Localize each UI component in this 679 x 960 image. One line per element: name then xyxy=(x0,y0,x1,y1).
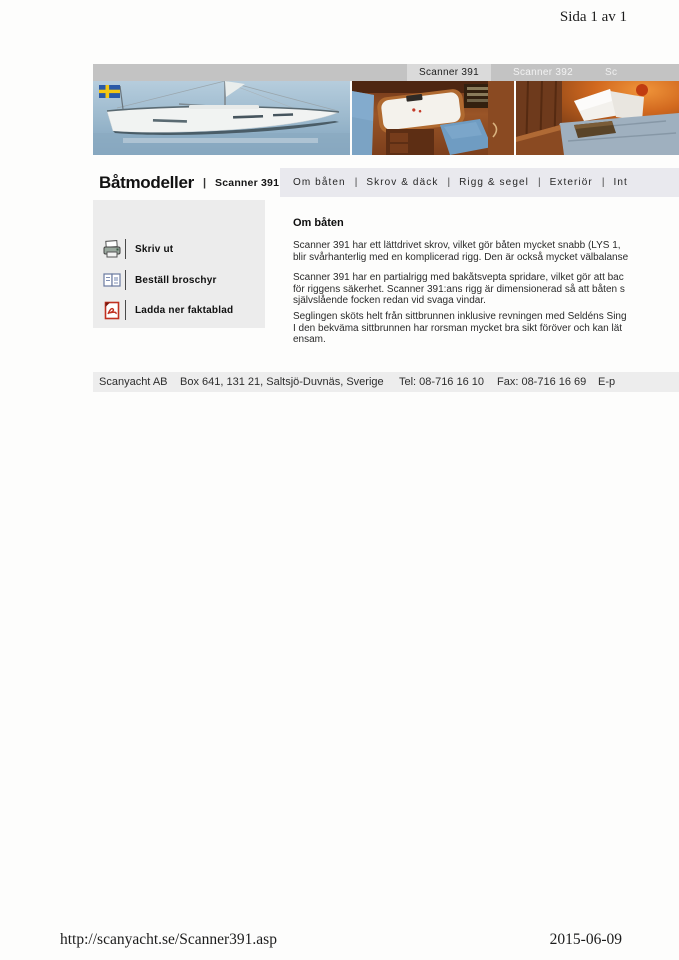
icon-separator xyxy=(125,300,126,320)
nav-item-skrov-dack[interactable]: Skrov & däck xyxy=(366,177,439,188)
order-brochure-label: Beställ broschyr xyxy=(135,274,217,286)
tab-scanner-39x[interactable]: Sc xyxy=(605,67,618,78)
paragraph-line: ensam. xyxy=(293,334,326,345)
order-brochure-button[interactable] xyxy=(102,269,217,291)
print-date: 2015-06-09 xyxy=(549,931,622,948)
brochure-icon xyxy=(102,271,122,290)
icon-separator xyxy=(125,239,126,259)
nav-item-rigg-segel[interactable]: Rigg & segel xyxy=(459,177,529,188)
print-page-number: Sida 1 av 1 xyxy=(559,9,627,25)
paragraph-line: Seglingen sköts helt från sittbrunnen inklusive revningen med Seldéns Sing xyxy=(293,311,627,322)
paragraph-2 xyxy=(293,272,679,307)
paragraph-line: Scanner 391 har en partialrigg med bakåtsvepta spridare, vilket gör att bac xyxy=(293,272,624,283)
paragraph-line: I den bekväma sittbrunnen har rorsman mycket bra sikt föröver och kan lät xyxy=(293,322,623,334)
tab-scanner-392[interactable]: Scanner 392 xyxy=(513,67,574,78)
nav-item-interior[interactable]: Int xyxy=(613,177,628,188)
nav-item-exterior[interactable]: Exteriör xyxy=(549,177,593,188)
breadcrumb-section[interactable]: Båtmodeller xyxy=(99,173,194,192)
sidebar xyxy=(93,200,265,328)
nav-item-om-baten[interactable]: Om båten xyxy=(293,177,346,188)
main-content xyxy=(293,0,679,380)
paragraph-line: för riggens säkerhet. Scanner 391:ans rigg är dimensionerad så att båten s xyxy=(293,283,625,295)
nav-divider: | xyxy=(601,177,605,188)
swedish-flag xyxy=(99,85,120,98)
footer-email: E-p xyxy=(598,376,616,388)
printer-icon xyxy=(102,240,122,259)
breadcrumb-divider: | xyxy=(202,177,207,189)
nav-divider: | xyxy=(537,177,541,188)
download-factsheet-label: Ladda ner faktablad xyxy=(135,304,234,316)
content-heading: Om båten xyxy=(293,217,344,229)
paragraph-line: självslående focken redan vid svaga vindar. xyxy=(293,295,486,306)
print-button[interactable] xyxy=(102,238,173,260)
pdf-icon xyxy=(102,301,122,320)
breadcrumb xyxy=(99,169,279,197)
paragraph-3 xyxy=(293,311,679,346)
nav-divider: | xyxy=(354,177,358,188)
breadcrumb-current: Scanner 391 xyxy=(215,177,280,189)
paragraph-line: Scanner 391 har ett lättdrivet skrov, vilket gör båten mycket snabb (LYS 1, xyxy=(293,240,621,251)
footer-phone: Tel: 08-716 16 10 xyxy=(399,376,485,388)
nav-divider: | xyxy=(447,177,451,188)
print-url: http://scanyacht.se/Scanner391.asp xyxy=(60,931,277,948)
footer-address: Box 641, 131 21, Saltsjö-Duvnäs, Sverige xyxy=(180,376,384,388)
footer-fax: Fax: 08-716 16 69 xyxy=(497,376,587,388)
paragraph-line: blir svårhanterlig med en komplicerad rigg. Den är också mycket välbalanse xyxy=(293,251,629,263)
print-button-label: Skriv ut xyxy=(135,243,174,255)
icon-separator xyxy=(125,270,126,290)
tab-scanner-391[interactable]: Scanner 391 xyxy=(407,64,491,81)
download-factsheet-button[interactable] xyxy=(102,299,233,321)
footer-company: Scanyacht AB xyxy=(99,376,168,388)
paragraph-1 xyxy=(293,240,679,263)
site-footer xyxy=(93,372,679,392)
